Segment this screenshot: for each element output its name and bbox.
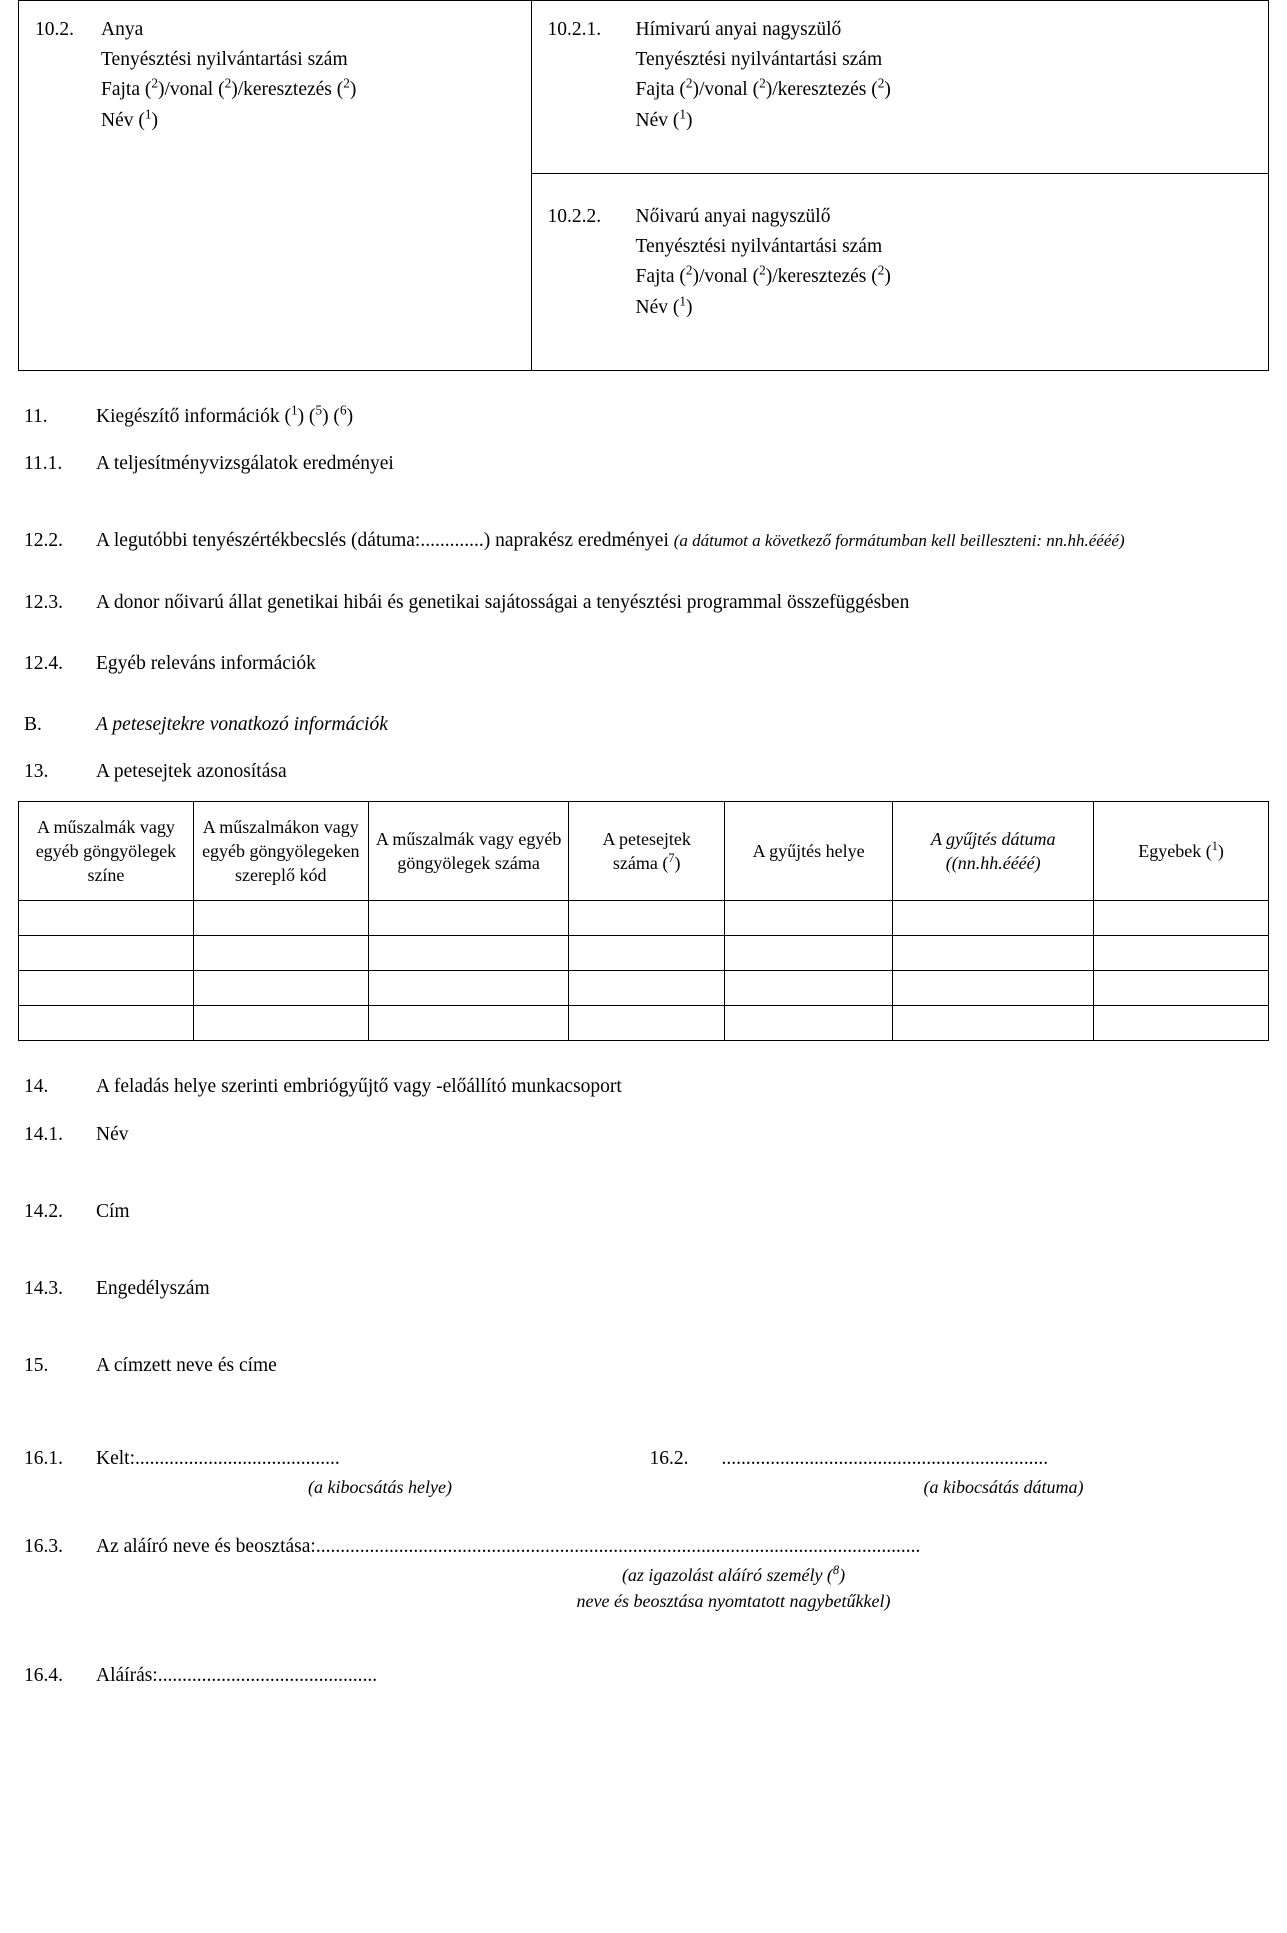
cell-code[interactable] (193, 1006, 368, 1041)
section-12-2-dots: ............. (420, 530, 484, 552)
oocyte-identification-table (18, 801, 1269, 1041)
section-16-2-dots[interactable]: ................................................................... (721, 1448, 1049, 1470)
section-12-4-index: 12.4. (24, 652, 63, 674)
section-14-index: 14. (24, 1076, 49, 1098)
section-b-index: B. (24, 713, 42, 735)
cell-maternal-granddam-line-4: Név ($^1$) (635, 293, 693, 318)
section-16-1-caption: (a kibocsátás helye) (308, 1477, 452, 1498)
cell-oocyte-count[interactable] (569, 971, 724, 1006)
column-header-colour: A műszalmák vagy egyéb göngyölegek színe (19, 802, 194, 901)
cell-maternal-granddam-line-1: Nőivarú anyai nagyszülő (635, 206, 831, 227)
table-row (19, 936, 1269, 971)
section-12-2-text-b: ) naprakész eredményei (483, 530, 669, 552)
section-16-3-caption (18, 1562, 1269, 1614)
section-14-3-label: Engedélyszám (96, 1277, 210, 1299)
cell-colour[interactable] (19, 901, 194, 936)
column-header-straw-count: A műszalmák vagy egyéb göngyölegek száma (368, 802, 569, 901)
section-16-3-index: 16.3. (24, 1535, 63, 1557)
section-12-2-italic-note: (a dátumot a következő formátumban kell beilleszteni: nn.hh.éééé) (673, 531, 1125, 551)
cell-maternal-grandsire-line-1: Hímivarú anyai nagyszülő (635, 19, 842, 40)
cell-maternal-granddam-line-2: Tenyésztési nyilvántartási szám (635, 236, 883, 258)
cell-collection-place[interactable] (724, 901, 892, 936)
section-16-4-dots[interactable]: ............................................. (157, 1664, 378, 1686)
section-15 (18, 1350, 1269, 1381)
cell-collection-date[interactable] (893, 901, 1094, 936)
table-row (19, 1006, 1269, 1041)
column-header-oocyte-count: A petesejtek száma ($^7$) (569, 802, 724, 901)
section-16-3-caption-line-1: (az igazolást aláíró személy ($^8$) (621, 1562, 846, 1585)
cell-maternal-granddam (531, 174, 1269, 371)
cell-maternal-granddam-line-3: Fajta ($^2$)/vonal ($^2$)/keresztezés ($^2$) (635, 262, 891, 288)
cell-dam-line-4: Név ($^1$) (101, 106, 158, 131)
cell-maternal-grandsire-line-4: Név ($^1$) (635, 106, 693, 131)
cell-other[interactable] (1094, 1006, 1269, 1041)
section-16-3-label: Az aláíró neve és beosztása: (96, 1535, 316, 1557)
issue-row (18, 1443, 1269, 1500)
section-11-1-label: A teljesítményvizsgálatok eredményei (96, 453, 394, 475)
section-16-3-caption-line-2: neve és beosztása nyomtatott nagybetűkkel) (576, 1590, 891, 1611)
cell-other[interactable] (1094, 971, 1269, 1006)
column-header-collection-date: A gyűjtés dátuma ((nn.hh.éééé) (893, 802, 1094, 901)
section-11 (18, 401, 1269, 432)
cell-code[interactable] (193, 901, 368, 936)
section-12-4-label: Egyéb releváns információk (96, 652, 316, 674)
cell-maternal-grandsire-line-2: Tenyésztési nyilvántartási szám (635, 49, 883, 71)
section-14-2-label: Cím (96, 1200, 130, 1222)
section-12-3-label: A donor nőivarú állat genetikai hibái és genetikai sajátosságai a tenyésztési programmal összefüggésben (96, 591, 910, 613)
section-16-1-dots[interactable]: .......................................... (135, 1448, 340, 1470)
section-11-1 (18, 448, 1269, 479)
section-16-2-index: 16.2. (649, 1448, 689, 1470)
section-16-1-index: 16.1. (24, 1448, 63, 1470)
section-13-index: 13. (24, 761, 49, 783)
section-16-2 (644, 1443, 1270, 1500)
cell-straw-count[interactable] (368, 936, 569, 971)
cell-oocyte-count[interactable] (569, 901, 724, 936)
section-16-4 (18, 1660, 1269, 1691)
cell-code[interactable] (193, 936, 368, 971)
section-12-3-index: 12.3. (24, 591, 63, 613)
section-13-label: A petesejtek azonosítása (96, 761, 287, 783)
table-row (19, 901, 1269, 936)
section-14 (18, 1071, 1269, 1102)
cell-maternal-grandsire-line-3: Fajta ($^2$)/vonal ($^2$)/keresztezés ($^2$) (635, 75, 891, 101)
cell-straw-count[interactable] (368, 971, 569, 1006)
column-header-code: A műszalmákon vagy egyéb göngyölegeken szereplő kód (193, 802, 368, 901)
cell-straw-count[interactable] (368, 1006, 569, 1041)
section-16-4-label: Aláírás: (96, 1664, 158, 1686)
column-header-collection-place: A gyűjtés helye (724, 802, 892, 901)
cell-other[interactable] (1094, 936, 1269, 971)
cell-maternal-granddam-index: 10.2.2. (547, 206, 602, 227)
cell-maternal-grandsire-index: 10.2.1. (547, 19, 602, 40)
cell-oocyte-count[interactable] (569, 936, 724, 971)
cell-other[interactable] (1094, 901, 1269, 936)
section-12-2-label (96, 525, 1269, 556)
section-16-3-dots[interactable]: ............................................................................................................................ (315, 1535, 921, 1557)
cell-collection-place[interactable] (724, 936, 892, 971)
section-16-3 (18, 1531, 1269, 1562)
section-b-label: A petesejtekre vonatkozó információk (96, 713, 388, 735)
table-header-row (19, 802, 1269, 901)
section-14-label: A feladás helye szerinti embriógyűjtő vagy -előállító munkacsoport (96, 1076, 622, 1098)
cell-maternal-grandsire (531, 1, 1269, 174)
section-16-1 (18, 1443, 644, 1500)
section-12-2-text-a: A legutóbbi tenyészértékbecslés (dátuma: (96, 530, 421, 552)
cell-collection-date[interactable] (893, 1006, 1094, 1041)
cell-dam-line-2: Tenyésztési nyilvántartási szám (101, 49, 348, 71)
cell-collection-place[interactable] (724, 1006, 892, 1041)
section-16-4-index: 16.4. (24, 1664, 63, 1686)
section-12-4 (18, 648, 1269, 679)
section-15-label: A címzett neve és címe (96, 1355, 277, 1377)
section-14-3 (18, 1273, 1269, 1304)
section-11-1-index: 11.1. (24, 453, 63, 475)
cell-straw-count[interactable] (368, 901, 569, 936)
section-14-1-label: Név (96, 1123, 129, 1145)
cell-dam-line-1: Anya (101, 19, 144, 40)
cell-dam-index: 10.2. (35, 19, 74, 40)
cell-collection-place[interactable] (724, 971, 892, 1006)
section-14-2-index: 14.2. (24, 1200, 63, 1222)
section-b (18, 709, 1269, 740)
section-16-2-caption: (a kibocsátás dátuma) (923, 1477, 1084, 1498)
cell-collection-date[interactable] (893, 971, 1094, 1006)
section-11-label: Kiegészítő információk ($^1$) ($^5$) ($^6$) (96, 402, 354, 427)
cell-code[interactable] (193, 971, 368, 1006)
cell-colour[interactable] (19, 971, 194, 1006)
section-12-2-index: 12.2. (24, 530, 63, 552)
cell-oocyte-count[interactable] (569, 1006, 724, 1041)
section-12-2 (18, 525, 1269, 556)
section-14-1-index: 14.1. (24, 1123, 63, 1145)
section-14-3-index: 14.3. (24, 1277, 63, 1299)
column-header-other: Egyebek ($^1$) (1094, 802, 1269, 901)
table-row (19, 971, 1269, 1006)
cell-dam (19, 1, 532, 371)
section-16-1-label: Kelt: (96, 1448, 135, 1470)
section-14-1 (18, 1119, 1269, 1150)
section-11-index: 11. (24, 406, 48, 427)
cell-dam-line-3: Fajta ($^2$)/vonal ($^2$)/keresztezés ($^2$) (101, 75, 357, 101)
form-sheet (18, 0, 1269, 1737)
cell-colour[interactable] (19, 1006, 194, 1041)
cell-collection-date[interactable] (893, 936, 1094, 971)
section-15-index: 15. (24, 1355, 49, 1377)
cell-colour[interactable] (19, 936, 194, 971)
pedigree-block (18, 0, 1269, 371)
section-13 (18, 756, 1269, 787)
section-14-2 (18, 1196, 1269, 1227)
section-12-3 (18, 587, 1269, 618)
